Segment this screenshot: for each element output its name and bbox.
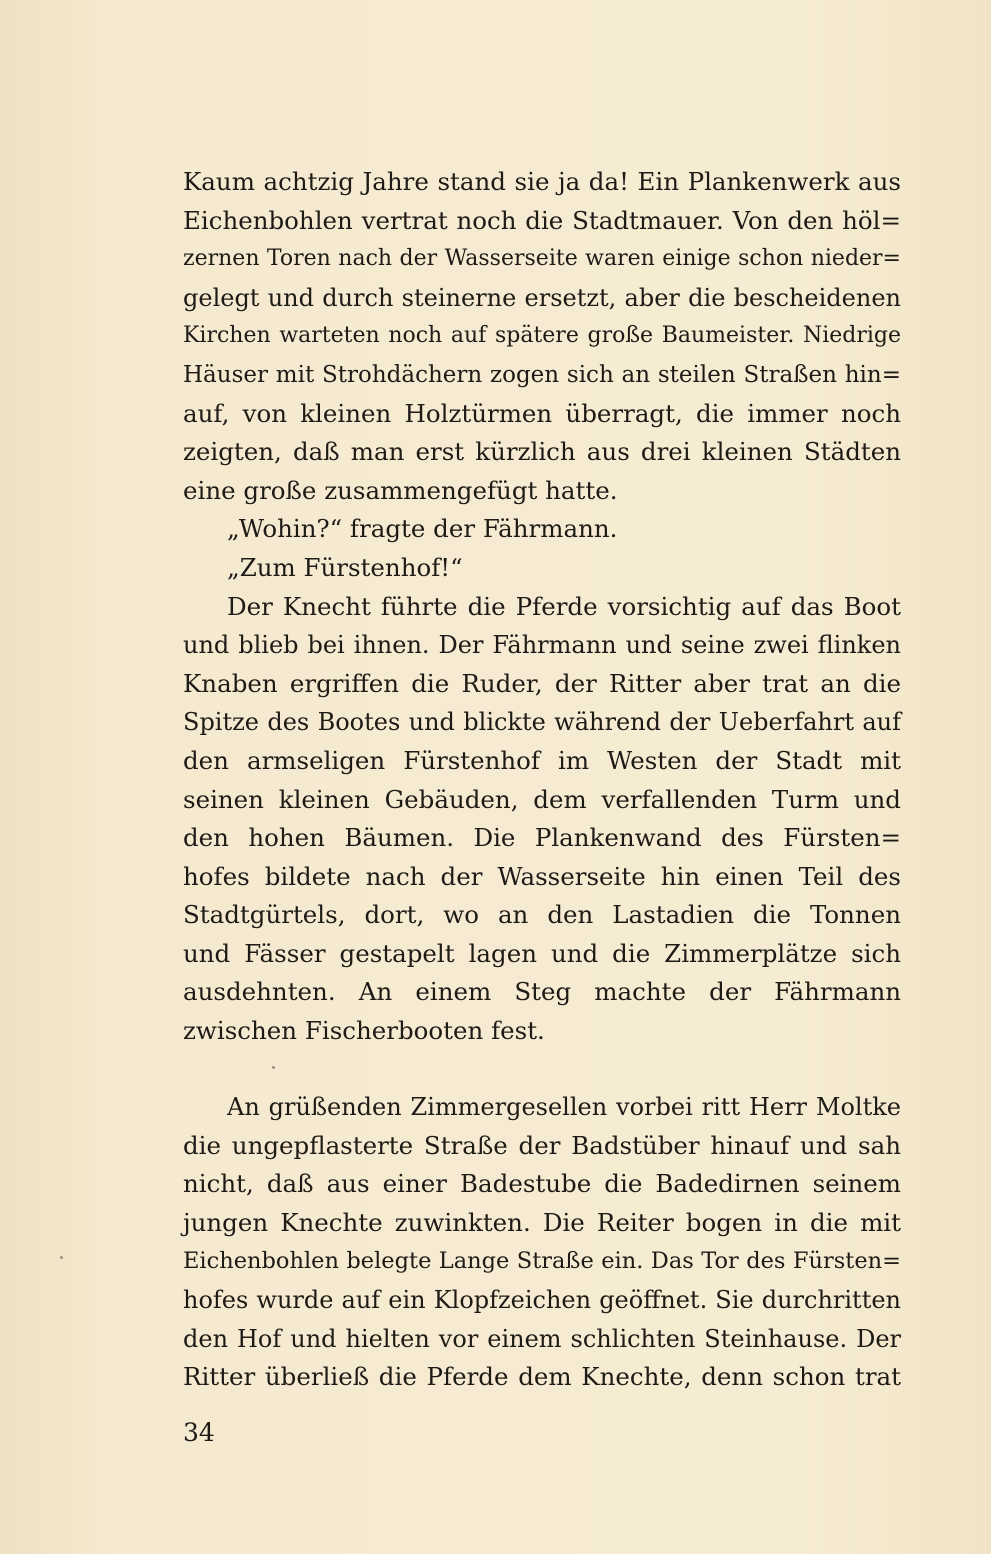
text-line: Knaben ergriffen die Ruder, der Ritter aber trat an die	[183, 668, 901, 698]
text-line: Der Knecht führte die Pferde vorsichtig auf das Boot	[227, 591, 901, 621]
text-line: zernen Toren nach der Wasserseite waren einige schon nieder=	[183, 246, 901, 272]
paper-speck	[60, 1256, 63, 1259]
text-line: Kaum achtzig Jahre stand sie ja da! Ein Plankenwerk aus	[183, 167, 901, 196]
page-number: 34	[183, 1418, 215, 1447]
text-line: ausdehnten. An einem Steg machte der Fährmann	[183, 977, 901, 1007]
text-line: Ritter überließ die Pferde dem Knechte, denn schon trat	[183, 1362, 901, 1392]
text-line: den Hof und hielten vor einem schlichten Steinhause. Der	[183, 1324, 901, 1353]
text-line: zeigten, daß man erst kürzlich aus drei kleinen Städten	[183, 437, 901, 467]
text-line: eine große zusammengefügt hatte.	[183, 475, 618, 505]
text-line: zwischen Fischerbooten fest.	[183, 1016, 545, 1046]
text-line: Stadtgürtels, dort, wo an den Lastadien die Tonnen	[183, 900, 901, 930]
dialogue-line: „Wohin?“ fragte der Fährmann.	[227, 514, 618, 544]
text-line: und blieb bei ihnen. Der Fährmann und seine zwei flinken	[183, 631, 901, 660]
text-line: und Fässer gestapelt lagen und die Zimmerplätze sich	[183, 938, 901, 968]
text-line: hofes bildete nach der Wasserseite hin einen Teil des	[183, 861, 901, 891]
text-line: Häuser mit Strohdächern zogen sich an steilen Straßen hin=	[183, 361, 901, 388]
paragraph-1	[183, 163, 901, 1051]
text-line: auf, von kleinen Holztürmen überragt, die immer noch	[183, 398, 901, 428]
dialogue-line: „Zum Fürstenhof!“	[227, 552, 463, 582]
paper-speck	[272, 1066, 275, 1069]
text-line: die ungepflasterte Straße der Badstüber hinauf und sah	[183, 1130, 901, 1160]
text-line: Spitze des Bootes und blickte während der Ueberfahrt auf	[183, 708, 901, 737]
paragraph-2	[183, 1088, 901, 1397]
text-line: hofes wurde auf ein Klopfzeichen geöffnet. Sie durchritten	[183, 1285, 901, 1314]
text-line: Eichenbohlen belegte Lange Straße ein. Das Tor des Fürsten=	[183, 1248, 901, 1275]
text-line: nicht, daß aus einer Badestube die Badedirnen seinem	[183, 1169, 901, 1199]
text-line: seinen kleinen Gebäuden, dem verfallenden Turm und	[183, 784, 901, 814]
text-line: den hohen Bäumen. Die Plankenwand des Fürsten=	[183, 823, 901, 853]
text-line: jungen Knechte zuwinkten. Die Reiter bogen in die mit	[183, 1207, 901, 1237]
text-line: den armseligen Fürstenhof im Westen der Stadt mit	[183, 745, 901, 775]
text-line: Eichenbohlen vertrat noch die Stadtmauer. Von den höl=	[183, 205, 901, 235]
text-line: Kirchen warteten noch auf spätere große Baumeister. Niedrige	[183, 323, 901, 349]
text-line: An grüßenden Zimmergesellen vorbei ritt Herr Moltke	[227, 1093, 901, 1121]
text-line: gelegt und durch steinerne ersetzt, aber die bescheidenen	[183, 283, 901, 312]
